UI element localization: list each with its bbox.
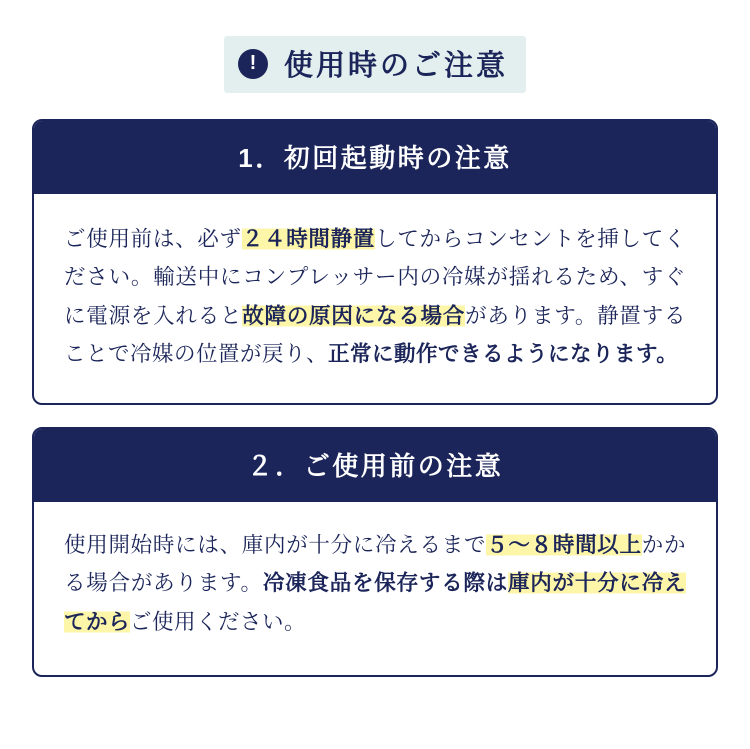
text-segment: 使用開始時には、庫内が十分に冷えるまで xyxy=(64,533,487,558)
notice-card-2-paragraph xyxy=(64,526,686,641)
text-segment: ご使用前は、必ず xyxy=(64,227,242,251)
notice-card-1-body xyxy=(34,194,716,403)
notice-card-1 xyxy=(32,119,718,405)
bold-segment: 正常に動作できるようになります。 xyxy=(328,341,679,366)
page-title: 使用時のご注意 xyxy=(283,50,508,82)
highlight-segment: ５〜８時間以上 xyxy=(486,533,642,558)
header-badge xyxy=(224,36,526,93)
notice-card-1-heading: 1．初回起動時の注意 xyxy=(34,121,716,194)
notice-card-2-heading: ２．ご使用前の注意 xyxy=(34,429,716,502)
bold-segment: 冷凍食品を保存する際は xyxy=(262,571,508,596)
text-segment: ご使用ください。 xyxy=(130,609,307,634)
notice-card-2-body xyxy=(34,502,716,675)
text-segment: があります。静置することで冷媒の位置が戻り、 xyxy=(64,303,686,366)
highlight-segment: 庫内が十分に冷えてから xyxy=(64,571,686,634)
text-segment: してからコンセントを挿してください。輸送中にコンプレッサー内の冷媒が揺れるため、すぐに電源を入れると xyxy=(64,227,686,328)
highlight-segment: 故障の原因になる場合 xyxy=(242,303,466,328)
exclamation-icon: ! xyxy=(238,49,268,79)
highlight-segment: ２４時間静置 xyxy=(241,227,376,251)
page-header xyxy=(32,36,718,93)
text-segment: かかる場合があります。 xyxy=(64,533,686,596)
notice-card-1-paragraph xyxy=(64,220,686,373)
notice-card-2 xyxy=(32,427,718,677)
